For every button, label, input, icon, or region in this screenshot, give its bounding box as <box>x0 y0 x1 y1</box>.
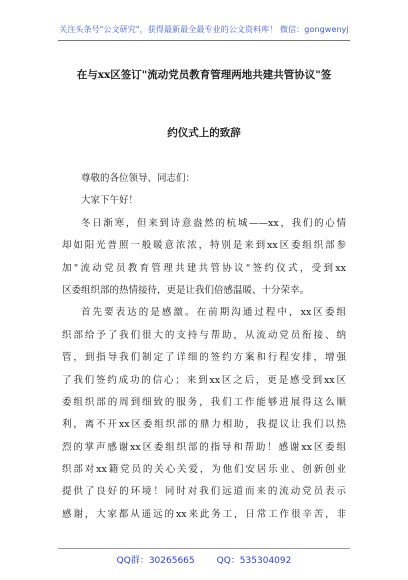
footer-qq-group: QQ群：30265665 <box>116 556 195 566</box>
body-line: 首先要表达的是感激。在前期沟通过程中，xx区委组 <box>81 307 346 319</box>
document-title-line-1: 在与xx区签订"流动党员教育管理两地共建共管协议"签 <box>76 69 332 81</box>
document-body <box>62 168 346 526</box>
body-line: 织部对xx籍党员的关心关爱，为他们安居乐业、创新创业 <box>62 464 346 476</box>
body-line: 织部给予了我们很大的支持与帮助，从流动党员衔接、纳 <box>62 329 346 341</box>
body-line: 利，离不开xx区委组织部的鼎力相助，我提议让我们以热 <box>62 419 346 431</box>
document-title-line-2: 约仪式上的致辞 <box>167 127 241 139</box>
body-line: 区委组织部的热情接待，更是让我们倍感温暖、十分荣幸。 <box>62 284 310 296</box>
footer <box>0 553 408 566</box>
body-line: 委组织部的周到细致的服务，我们工作能够进展得这么顺 <box>62 396 346 408</box>
footer-qq: QQ：535304092 <box>216 556 292 566</box>
body-line: 却如阳光普照一般暖意浓浓，特别是来到xx区委组织部参 <box>62 240 346 252</box>
body-line: 管，到指导我们制定了详细的签约方案和行程安排，增强 <box>62 352 346 364</box>
body-line: 烈的掌声感谢xx区委组织部的指导和帮助！感谢xx区委组 <box>62 441 346 453</box>
body-line: 冬日渐寒，但来到诗意盎然的杭城——xx，我们的心情 <box>81 217 346 229</box>
header-divider <box>58 40 350 41</box>
header-banner: 关注头条号"公文研究"，获得最新最全最专业的公文资料库！ 微信：gongwenyj <box>59 25 349 34</box>
body-line: 提供了良好的环境！同时对我们远道而来的流动党员表示 <box>62 486 346 498</box>
greeting: 大家下午好！ <box>81 195 139 207</box>
body-line: 了我们签约成功的信心；来到xx区之后，更是感受到xx区 <box>62 374 346 386</box>
body-line: 感谢，大家都从遥远的xx来此务工，日常工作很辛苦，非 <box>62 508 346 520</box>
footer-divider <box>58 548 350 549</box>
salutation: 尊敬的各位领导、同志们： <box>81 173 196 184</box>
body-line: 加"流动党员教育管理共建共管协议"签约仪式，受到xx <box>62 262 346 274</box>
